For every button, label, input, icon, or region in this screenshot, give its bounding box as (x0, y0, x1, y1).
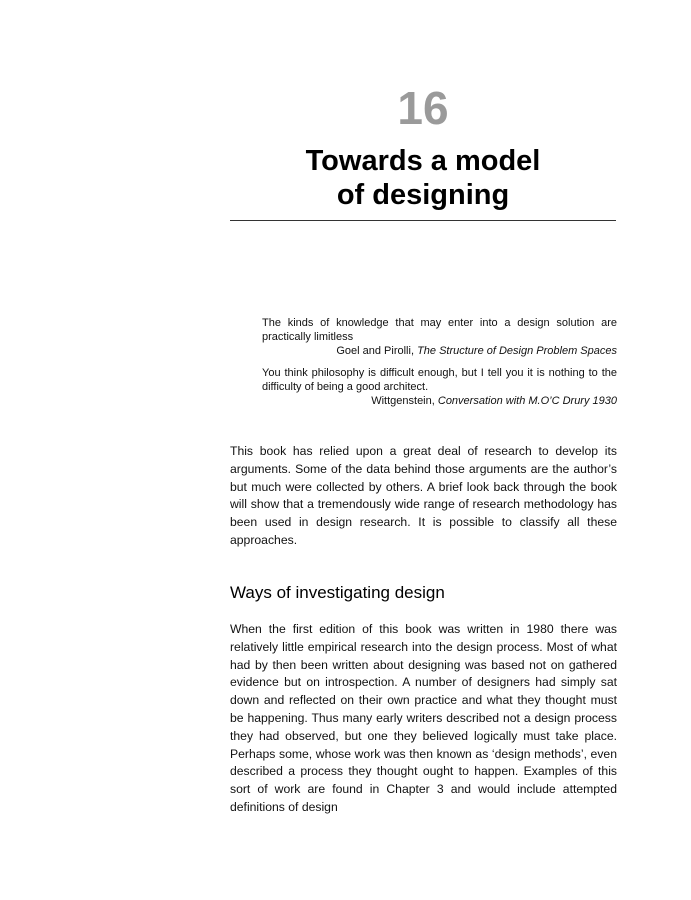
epigraph-2-quote: You think philosophy is difficult enough, but I tell you it is nothing to the difficulty of being a good architect. (262, 367, 617, 393)
epigraph-1-author: Goel and Pirolli, (336, 345, 414, 357)
intro-paragraph: This book has relied upon a great deal of research to develop its arguments. Some of the data behind those arguments are the author’s but much were collected by others. A brief look back through the book will show that a tremendously wide range of research methodology has been used in design research. It is possible to classify all these approaches. (230, 444, 617, 547)
chapter-title-line-1: Towards a model (305, 145, 541, 177)
chapter-title-line-2: of designing (336, 179, 510, 211)
epigraph-2-attribution (262, 394, 617, 408)
chapter-number: 16 (397, 82, 449, 134)
epigraph-1-quote: The kinds of knowledge that may enter into a design solution are practically limitless (262, 317, 617, 343)
epigraph-1-attribution (262, 344, 617, 358)
title-divider (230, 220, 616, 221)
section-paragraph: When the first edition of this book was written in 1980 there was relatively little empirical research into the design process. Most of what had by then been written about designing was based not on gathered evidence but on introspection. A number of designers had simply sat down and reflected on their own practice and what they thought must be happening. Thus many early writers described not a design process they had observed, but one they believed logically must take place. Perhaps some, whose work was then known as ‘design methods’, even described a process they thought ought to happen. Examples of this sort of work are found in Chapter 3 and would include attempted definitions of design (230, 622, 617, 814)
epigraph-2-source: Conversation with M.O’C Drury 1930 (437, 395, 617, 407)
epigraph-2-author: Wittgenstein, (371, 395, 435, 407)
epigraph-1 (262, 316, 617, 358)
section-heading: Ways of investigating design (230, 583, 445, 602)
epigraph-1-source: The Structure of Design Problem Spaces (417, 345, 617, 357)
chapter-title (230, 144, 616, 212)
epigraph-2 (262, 366, 617, 408)
